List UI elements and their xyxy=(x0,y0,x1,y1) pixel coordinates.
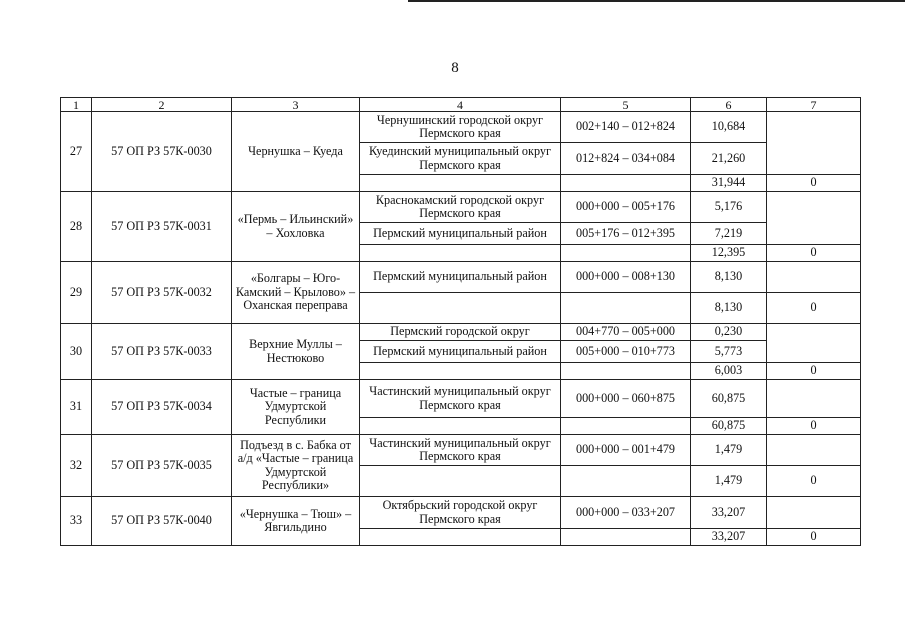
row-number-cell: 30 xyxy=(61,324,92,380)
length-cell: 60,875 xyxy=(691,380,767,418)
length-cell: 10,684 xyxy=(691,112,767,143)
road-name-cell: «Чернушка – Тюш» – Явгильдино xyxy=(232,497,360,546)
length-cell: 0,230 xyxy=(691,324,767,341)
roads-table-body xyxy=(61,98,861,546)
column-header: 7 xyxy=(767,98,861,112)
road-code-cell: 57 ОП РЗ 57К-0035 xyxy=(92,435,232,497)
total-chainage-blank-cell xyxy=(561,418,691,435)
total-territory-blank-cell xyxy=(360,466,561,497)
table-row xyxy=(61,112,861,143)
column-7-blank-cell xyxy=(767,435,861,466)
length-cell: 21,260 xyxy=(691,143,767,175)
road-name-cell: Подъезд в с. Бабка от а/д «Частые – граница Удмуртской Республики» xyxy=(232,435,360,497)
column-7-value-cell: 0 xyxy=(767,363,861,380)
column-7-value-cell: 0 xyxy=(767,245,861,262)
column-7-blank-cell xyxy=(767,192,861,245)
chainage-cell: 000+000 – 001+479 xyxy=(561,435,691,466)
road-name-cell: «Болгары – Юго-Камский – Крылово» – Оханская переправа xyxy=(232,262,360,324)
length-cell: 33,207 xyxy=(691,497,767,529)
total-territory-blank-cell xyxy=(360,418,561,435)
territory-cell: Пермский муниципальный район xyxy=(360,223,561,245)
road-code-cell: 57 ОП РЗ 57К-0031 xyxy=(92,192,232,262)
column-header: 3 xyxy=(232,98,360,112)
row-number-cell: 27 xyxy=(61,112,92,192)
column-7-value-cell: 0 xyxy=(767,175,861,192)
total-territory-blank-cell xyxy=(360,293,561,324)
row-number-cell: 33 xyxy=(61,497,92,546)
total-chainage-blank-cell xyxy=(561,363,691,380)
column-7-blank-cell xyxy=(767,262,861,293)
total-length-cell: 8,130 xyxy=(691,293,767,324)
table-row xyxy=(61,262,861,293)
chainage-cell: 000+000 – 060+875 xyxy=(561,380,691,418)
territory-cell: Пермский муниципальный район xyxy=(360,262,561,293)
column-7-value-cell: 0 xyxy=(767,466,861,497)
chainage-cell: 005+176 – 012+395 xyxy=(561,223,691,245)
row-number-cell: 28 xyxy=(61,192,92,262)
column-7-value-cell: 0 xyxy=(767,529,861,546)
column-7-value-cell: 0 xyxy=(767,418,861,435)
total-length-cell: 12,395 xyxy=(691,245,767,262)
chainage-cell: 005+000 – 010+773 xyxy=(561,341,691,363)
road-name-cell: Чернушка – Куеда xyxy=(232,112,360,192)
chainage-cell: 002+140 – 012+824 xyxy=(561,112,691,143)
table-row xyxy=(61,497,861,529)
top-rule xyxy=(408,0,905,2)
total-length-cell: 60,875 xyxy=(691,418,767,435)
total-chainage-blank-cell xyxy=(561,175,691,192)
column-header: 5 xyxy=(561,98,691,112)
total-chainage-blank-cell xyxy=(561,529,691,546)
total-chainage-blank-cell xyxy=(561,293,691,324)
road-code-cell: 57 ОП РЗ 57К-0030 xyxy=(92,112,232,192)
total-territory-blank-cell xyxy=(360,175,561,192)
table-row xyxy=(61,192,861,223)
chainage-cell: 000+000 – 033+207 xyxy=(561,497,691,529)
row-number-cell: 29 xyxy=(61,262,92,324)
column-7-blank-cell xyxy=(767,324,861,363)
header-row xyxy=(61,98,861,112)
road-code-cell: 57 ОП РЗ 57К-0034 xyxy=(92,380,232,435)
column-header: 2 xyxy=(92,98,232,112)
row-number-cell: 32 xyxy=(61,435,92,497)
total-chainage-blank-cell xyxy=(561,466,691,497)
chainage-cell: 012+824 – 034+084 xyxy=(561,143,691,175)
chainage-cell: 000+000 – 008+130 xyxy=(561,262,691,293)
road-code-cell: 57 ОП РЗ 57К-0032 xyxy=(92,262,232,324)
total-length-cell: 33,207 xyxy=(691,529,767,546)
row-number-cell: 31 xyxy=(61,380,92,435)
total-length-cell: 1,479 xyxy=(691,466,767,497)
table-row xyxy=(61,435,861,466)
length-cell: 7,219 xyxy=(691,223,767,245)
territory-cell: Пермский городской округ xyxy=(360,324,561,341)
table-row xyxy=(61,324,861,341)
length-cell: 5,176 xyxy=(691,192,767,223)
road-name-cell: Верхние Муллы – Нестюково xyxy=(232,324,360,380)
total-territory-blank-cell xyxy=(360,363,561,380)
total-length-cell: 31,944 xyxy=(691,175,767,192)
column-header: 4 xyxy=(360,98,561,112)
chainage-cell: 004+770 – 005+000 xyxy=(561,324,691,341)
column-header: 6 xyxy=(691,98,767,112)
column-header: 1 xyxy=(61,98,92,112)
roads-table xyxy=(60,97,861,546)
column-7-blank-cell xyxy=(767,380,861,418)
column-7-value-cell: 0 xyxy=(767,293,861,324)
road-code-cell: 57 ОП РЗ 57К-0040 xyxy=(92,497,232,546)
territory-cell: Частинский муниципальный округ Пермского края xyxy=(360,435,561,466)
column-7-blank-cell xyxy=(767,497,861,529)
territory-cell: Частинский муниципальный округ Пермского края xyxy=(360,380,561,418)
total-length-cell: 6,003 xyxy=(691,363,767,380)
length-cell: 8,130 xyxy=(691,262,767,293)
territory-cell: Краснокамский городской округ Пермского края xyxy=(360,192,561,223)
total-territory-blank-cell xyxy=(360,245,561,262)
length-cell: 1,479 xyxy=(691,435,767,466)
territory-cell: Октябрьский городской округ Пермского края xyxy=(360,497,561,529)
table-row xyxy=(61,380,861,418)
column-7-blank-cell xyxy=(767,112,861,175)
total-chainage-blank-cell xyxy=(561,245,691,262)
territory-cell: Пермский муниципальный район xyxy=(360,341,561,363)
length-cell: 5,773 xyxy=(691,341,767,363)
road-name-cell: «Пермь – Ильинский» – Хохловка xyxy=(232,192,360,262)
road-name-cell: Частые – граница Удмуртской Республики xyxy=(232,380,360,435)
total-territory-blank-cell xyxy=(360,529,561,546)
territory-cell: Чернушинский городской округ Пермского края xyxy=(360,112,561,143)
chainage-cell: 000+000 – 005+176 xyxy=(561,192,691,223)
road-code-cell: 57 ОП РЗ 57К-0033 xyxy=(92,324,232,380)
territory-cell: Куединский муниципальный округ Пермского края xyxy=(360,143,561,175)
page-number: 8 xyxy=(451,60,459,76)
